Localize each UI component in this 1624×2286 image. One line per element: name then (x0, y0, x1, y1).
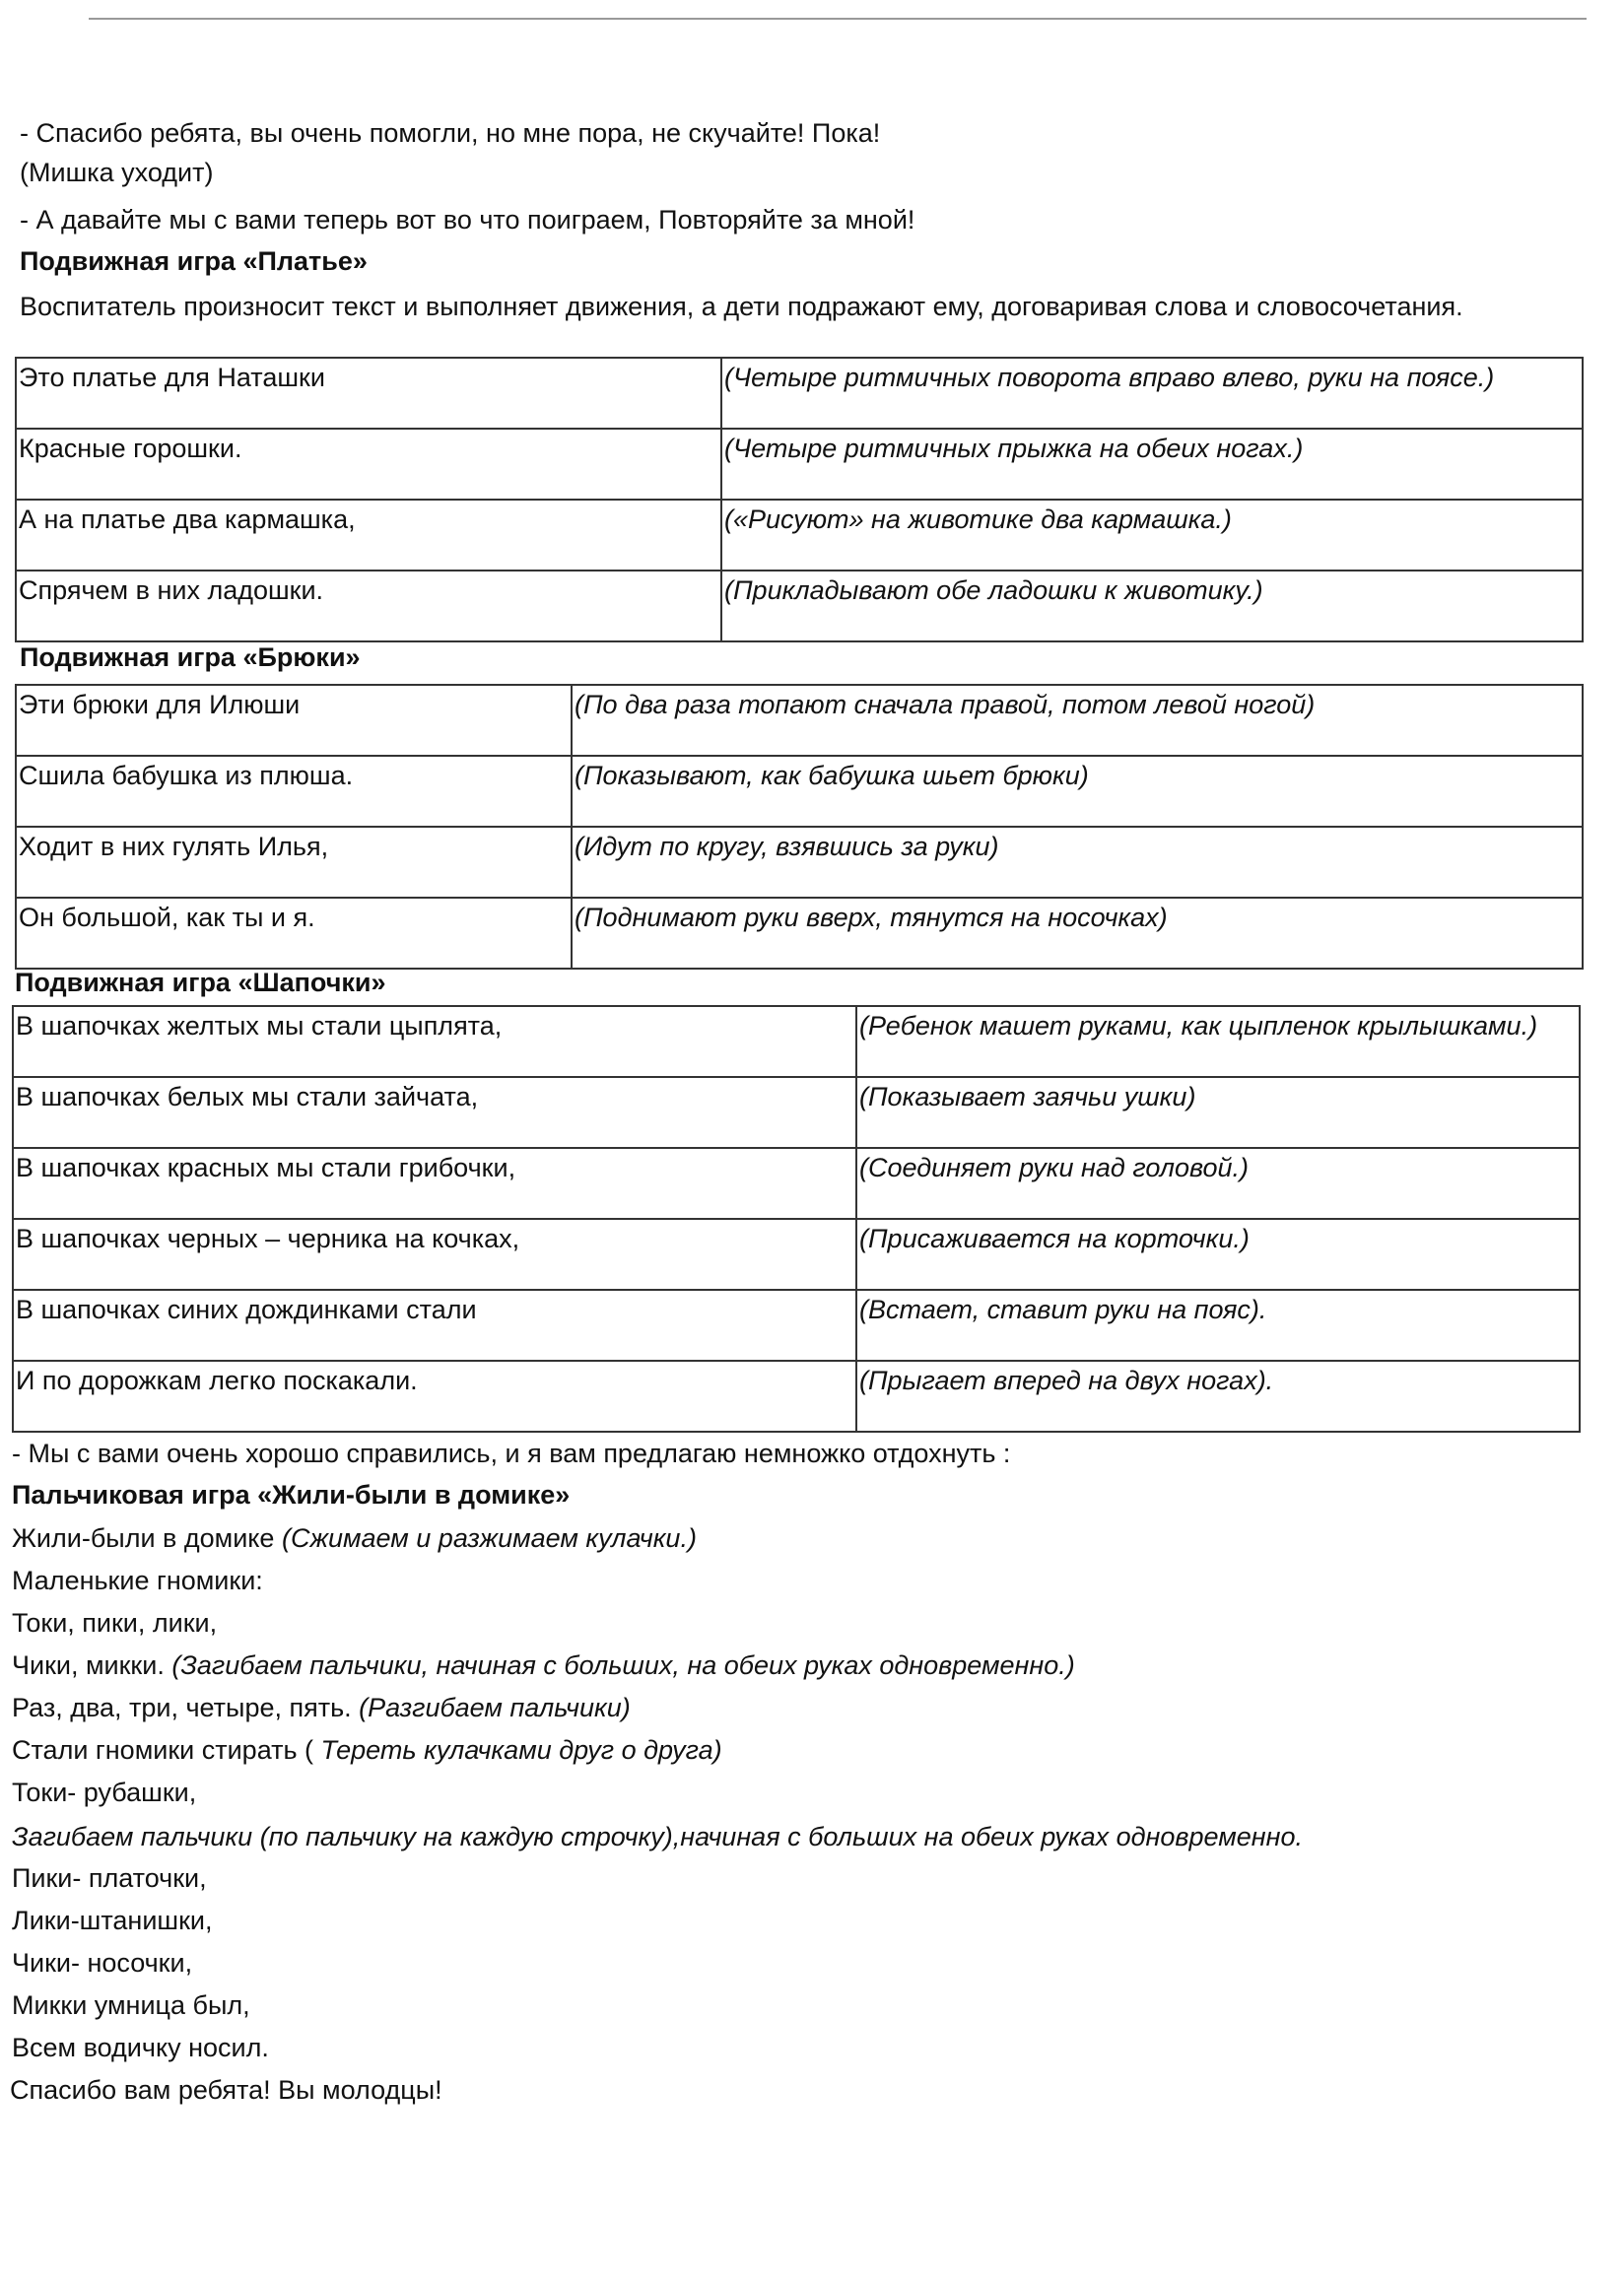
finger-line: Раз, два, три, четыре, пять. (Разгибаем пальчики) (12, 1693, 631, 1722)
finger-line: Всем водичку носил. (12, 2033, 269, 2062)
table-row (16, 429, 1583, 500)
verse-cell: В шапочках красных мы стали грибочки, (13, 1148, 856, 1219)
intro-line-1: - Спасибо ребята, вы очень помогли, но мне пора, не скучайте! Пока! (20, 118, 881, 148)
verse-cell: Красные горошки. (16, 429, 721, 500)
action-cell: (Идут по кругу, взявшись за руки) (572, 827, 1583, 898)
verse-cell: В шапочках черных – черника на кочках, (13, 1219, 856, 1290)
table-row (16, 756, 1583, 827)
action-cell: (Четыре ритмичных поворота вправо влево, руки на поясе.) (721, 358, 1583, 429)
finger-line: Пики- платочки, (12, 1863, 207, 1893)
table-row (16, 827, 1583, 898)
game3-table (12, 1005, 1581, 1433)
verse-cell: А на платье два кармашка, (16, 500, 721, 571)
intro-line-2: (Мишка уходит) (20, 158, 214, 187)
game2-title: Подвижная игра «Брюки» (20, 642, 361, 672)
action-cell: (Соединяет руки над головой.) (856, 1148, 1580, 1219)
finger-line: Жили-были в домике (Сжимаем и разжимаем кулачки.) (12, 1523, 697, 1553)
verse-cell: Спрячем в них ладошки. (16, 571, 721, 641)
verse-cell: В шапочках белых мы стали зайчата, (13, 1077, 856, 1148)
transition-line: - Мы с вами очень хорошо справились, и я вам предлагаю немножко отдохнуть : (12, 1439, 1011, 1468)
table-row (16, 571, 1583, 641)
finger-line: Микки умница был, (12, 1990, 250, 2020)
table-row (13, 1077, 1580, 1148)
game1-title: Подвижная игра «Платье» (20, 246, 368, 276)
table-row (16, 358, 1583, 429)
verse-cell: Это платье для Наташки (16, 358, 721, 429)
action-cell: (Присаживается на корточки.) (856, 1219, 1580, 1290)
finger-line: Чики, микки. (Загибаем пальчики, начиная с больших, на обеих руках одновременно.) (12, 1650, 1075, 1680)
action-cell: (Ребенок машет руками, как цыпленок крылышками.) (856, 1006, 1580, 1077)
verse-cell: В шапочках желтых мы стали цыплята, (13, 1006, 856, 1077)
verse-cell: Ходит в них гулять Илья, (16, 827, 572, 898)
verse-cell: И по дорожкам легко поскакали. (13, 1361, 856, 1432)
game2-table (15, 684, 1584, 970)
action-cell: (Прикладывают обе ладошки к животику.) (721, 571, 1583, 641)
table-row (13, 1290, 1580, 1361)
table-row (16, 685, 1583, 756)
table-row (13, 1148, 1580, 1219)
intro-line-3: - А давайте мы с вами теперь вот во что поиграем, Повторяйте за мной! (20, 205, 915, 235)
verse-cell: Сшила бабушка из плюша. (16, 756, 572, 827)
verse-cell: Он большой, как ты и я. (16, 898, 572, 969)
scan-edge-line (89, 18, 1587, 20)
action-cell: (Встает, ставит руки на пояс). (856, 1290, 1580, 1361)
action-cell: (Показывает заячьи ушки) (856, 1077, 1580, 1148)
game1-description: Воспитатель произносит текст и выполняет движения, а дети подражают ему, договаривая слова и словосочетания. (20, 292, 1463, 321)
finger-line: Маленькие гномики: (12, 1566, 263, 1595)
action-cell: (Поднимают руки вверх, тянутся на носочках) (572, 898, 1583, 969)
action-cell: (По два раза топают сначала правой, потом левой ногой) (572, 685, 1583, 756)
closing-line: Спасибо вам ребята! Вы молодцы! (10, 2075, 442, 2105)
table-row (16, 500, 1583, 571)
action-cell: (Показывают, как бабушка шьет брюки) (572, 756, 1583, 827)
finger-line: Лики-штанишки, (12, 1906, 213, 1935)
action-cell: (Прыгает вперед на двух ногах). (856, 1361, 1580, 1432)
table-row (13, 1361, 1580, 1432)
table-row (13, 1006, 1580, 1077)
finger-line: Загибаем пальчики (по пальчику на каждую строчку),начиная с больших на обеих руках одновременно. (12, 1822, 1303, 1851)
finger-line: Токи- рубашки, (12, 1778, 197, 1807)
game3-title: Подвижная игра «Шапочки» (15, 968, 386, 997)
verse-cell: В шапочках синих дождинками стали (13, 1290, 856, 1361)
action-cell: (Четыре ритмичных прыжка на обеих ногах.) (721, 429, 1583, 500)
verse-cell: Эти брюки для Илюши (16, 685, 572, 756)
finger-line: Чики- носочки, (12, 1948, 193, 1978)
finger-game-title: Пальчиковая игра «Жили-были в домике» (12, 1480, 571, 1510)
finger-line: Стали гномики стирать ( Тереть кулачками друг о друга) (12, 1735, 722, 1765)
finger-line: Токи, пики, лики, (12, 1608, 218, 1638)
game1-table (15, 357, 1584, 642)
table-row (16, 898, 1583, 969)
action-cell: («Рисуют» на животике два кармашка.) (721, 500, 1583, 571)
table-row (13, 1219, 1580, 1290)
